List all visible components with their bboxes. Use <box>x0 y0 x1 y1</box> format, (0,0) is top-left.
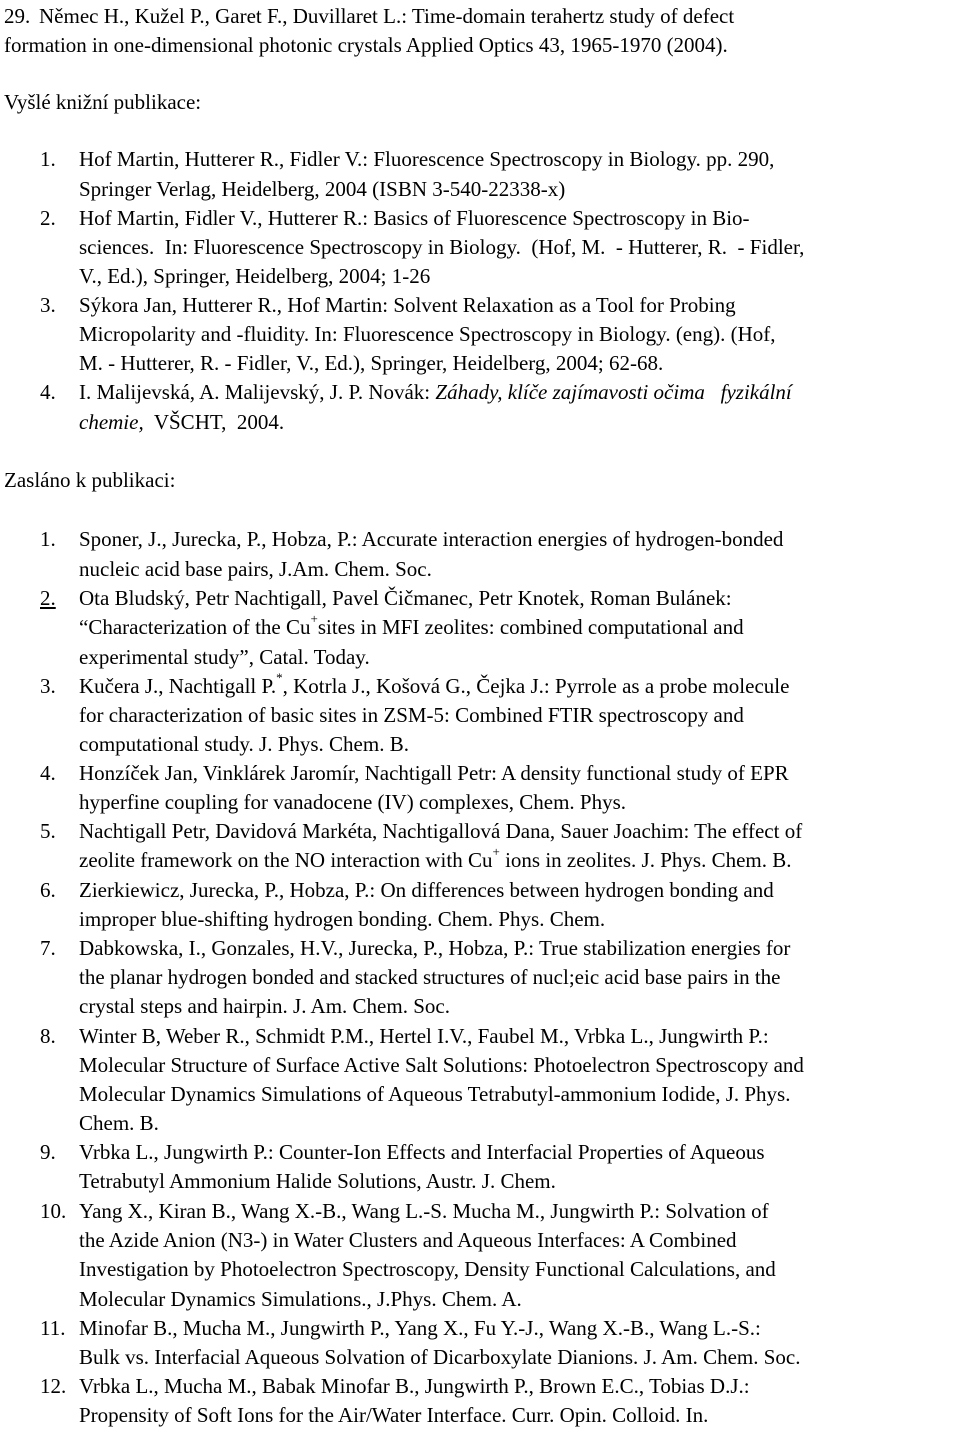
item-title-italic: Záhady, klíče zajímavosti očima fyzikální <box>435 380 792 404</box>
item-text-part: “Characterization of the Cu <box>79 615 311 639</box>
item-text-line <box>79 846 792 875</box>
item-text-line: Molecular Structure of Surface Active Salt Solutions: Photoelectron Spectroscopy and <box>79 1053 804 1077</box>
item-text-line: Zierkiewicz, Jurecka, P., Hobza, P.: On differences between hydrogen bonding and <box>79 878 774 902</box>
item-text-line: Molecular Dynamics Simulations of Aqueous Tetrabutyl-ammonium Iodide, J. Phys. <box>79 1082 791 1106</box>
item-text-line <box>79 408 284 437</box>
item-text-line: Sýkora Jan, Hutterer R., Hof Martin: Solvent Relaxation as a Tool for Probing <box>79 293 736 317</box>
item-text-line: Chem. B. <box>79 1111 159 1135</box>
item-text-line: sciences. In: Fluorescence Spectroscopy in Biology. (Hof, M. - Hutterer, R. - Fidler, <box>79 235 805 259</box>
item-text-line: improper blue-shifting hydrogen bonding. Chem. Phys. Chem. <box>79 907 606 931</box>
item-text-part: , Kotrla J., Košová G., Čejka J.: Pyrrole as a probe molecule <box>282 674 790 698</box>
item-text-line: Molecular Dynamics Simulations., J.Phys. Chem. A. <box>79 1287 522 1311</box>
item-text-part: zeolite framework on the NO interaction with Cu <box>79 848 493 872</box>
reference-text-line: Němec H., Kužel P., Garet F., Duvillaret L.: Time-domain terahertz study of defect <box>39 4 735 28</box>
item-text-line: Bulk vs. Interfacial Aqueous Solvation of Dicarboxylate Dianions. J. Am. Chem. Soc. <box>79 1345 801 1369</box>
item-text-line: Winter B, Weber R., Schmidt P.M., Hertel I.V., Faubel M., Vrbka L., Jungwirth P.: <box>79 1024 769 1048</box>
item-number: 6. <box>40 878 56 902</box>
item-title-italic: chemie, <box>79 410 144 434</box>
item-number: 11. <box>40 1316 66 1340</box>
item-text-part: sites in MFI zeolites: combined computational and <box>317 615 744 639</box>
item-text-line: Propensity of Soft Ions for the Air/Water Interface. Curr. Opin. Colloid. In. <box>79 1403 709 1427</box>
item-text-line: Investigation by Photoelectron Spectroscopy, Density Functional Calculations, and <box>79 1257 776 1281</box>
item-number: 2. <box>40 206 56 230</box>
item-number: 12. <box>40 1374 67 1398</box>
item-text-line: M. - Hutterer, R. - Fidler, V., Ed.), Springer, Heidelberg, 2004; 62-68. <box>79 351 664 375</box>
item-number: 1. <box>40 147 56 171</box>
item-number: 2. <box>40 586 56 610</box>
item-number: 4. <box>40 380 56 404</box>
item-number: 3. <box>40 674 56 698</box>
item-text-line: Tetrabutyl Ammonium Halide Solutions, Austr. J. Chem. <box>79 1169 556 1193</box>
item-text-line: Nachtigall Petr, Davidová Markéta, Nachtigallová Dana, Sauer Joachim: The effect of <box>79 819 803 843</box>
item-text-line: Yang X., Kiran B., Wang X.-B., Wang L.-S. Mucha M., Jungwirth P.: Solvation of <box>79 1199 769 1223</box>
item-text-line: Ota Bludský, Petr Nachtigall, Pavel Čičmanec, Petr Knotek, Roman Bulánek: <box>79 586 732 610</box>
item-text-line: for characterization of basic sites in ZSM-5: Combined FTIR spectroscopy and <box>79 703 744 727</box>
item-text-line: the Azide Anion (N3-) in Water Clusters and Aqueous Interfaces: A Combined <box>79 1228 737 1252</box>
item-text-line: Hof Martin, Hutterer R., Fidler V.: Fluorescence Spectroscopy in Biology. pp. 290, <box>79 147 775 171</box>
item-text-line: Honzíček Jan, Vinklárek Jaromír, Nachtigall Petr: A density functional study of EPR <box>79 761 789 785</box>
item-text-part: Kučera J., Nachtigall P. <box>79 674 277 698</box>
superscript: + <box>310 611 318 626</box>
item-number: 9. <box>40 1140 56 1164</box>
item-number: 3. <box>40 293 56 317</box>
reference-number: 29. <box>4 4 31 28</box>
item-text-line <box>79 613 744 642</box>
item-number: 5. <box>40 819 56 843</box>
item-text-line: Sponer, J., Jurecka, P., Hobza, P.: Accurate interaction energies of hydrogen-bonded <box>79 527 784 551</box>
item-number: 1. <box>40 527 56 551</box>
item-text-line: Vrbka L., Jungwirth P.: Counter-Ion Effects and Interfacial Properties of Aqueous <box>79 1140 765 1164</box>
item-text-line: Vrbka L., Mucha M., Babak Minofar B., Jungwirth P., Brown E.C., Tobias D.J.: <box>79 1374 750 1398</box>
item-text-line: Micropolarity and -fluidity. In: Fluorescence Spectroscopy in Biology. (eng). (Hof, <box>79 322 776 346</box>
item-text-line: hyperfine coupling for vanadocene (IV) complexes, Chem. Phys. <box>79 790 627 814</box>
item-text-line: computational study. J. Phys. Chem. B. <box>79 732 409 756</box>
item-text-line: Springer Verlag, Heidelberg, 2004 (ISBN 3-540-22338-x) <box>79 177 566 201</box>
item-text-line <box>79 378 792 407</box>
item-number: 4. <box>40 761 56 785</box>
superscript: * <box>276 670 283 685</box>
item-authors: I. Malijevská, A. Malijevský, J. P. Novák: <box>79 380 436 404</box>
superscript: + <box>492 844 500 859</box>
item-text-line: Dabkowska, I., Gonzales, H.V., Jurecka, P., Hobza, P.: True stabilization energies for <box>79 936 791 960</box>
item-text-line: experimental study”, Catal. Today. <box>79 645 370 669</box>
item-text-part: ions in zeolites. J. Phys. Chem. B. <box>499 848 792 872</box>
item-text-line <box>79 672 789 701</box>
item-publisher: VŠCHT, 2004. <box>143 410 285 434</box>
item-text-line: the planar hydrogen bonded and stacked structures of nucl;eic acid base pairs in the <box>79 965 781 989</box>
reference-text-line: formation in one-dimensional photonic crystals Applied Optics 43, 1965-1970 (2004). <box>4 33 728 57</box>
section-heading-submitted: Zasláno k publikaci: <box>4 468 176 492</box>
item-number: 10. <box>40 1199 67 1223</box>
item-number: 7. <box>40 936 56 960</box>
item-number: 8. <box>40 1024 56 1048</box>
item-text-line: crystal steps and hairpin. J. Am. Chem. Soc. <box>79 994 450 1018</box>
item-text-line: Hof Martin, Fidler V., Hutterer R.: Basics of Fluorescence Spectroscopy in Bio- <box>79 206 750 230</box>
item-text-line: V., Ed.), Springer, Heidelberg, 2004; 1-26 <box>79 264 431 288</box>
item-text-line: Minofar B., Mucha M., Jungwirth P., Yang X., Fu Y.-J., Wang X.-B., Wang L.-S.: <box>79 1316 761 1340</box>
section-heading-published: Vyšlé knižní publikace: <box>4 90 202 114</box>
item-text-line: nucleic acid base pairs, J.Am. Chem. Soc. <box>79 557 432 581</box>
